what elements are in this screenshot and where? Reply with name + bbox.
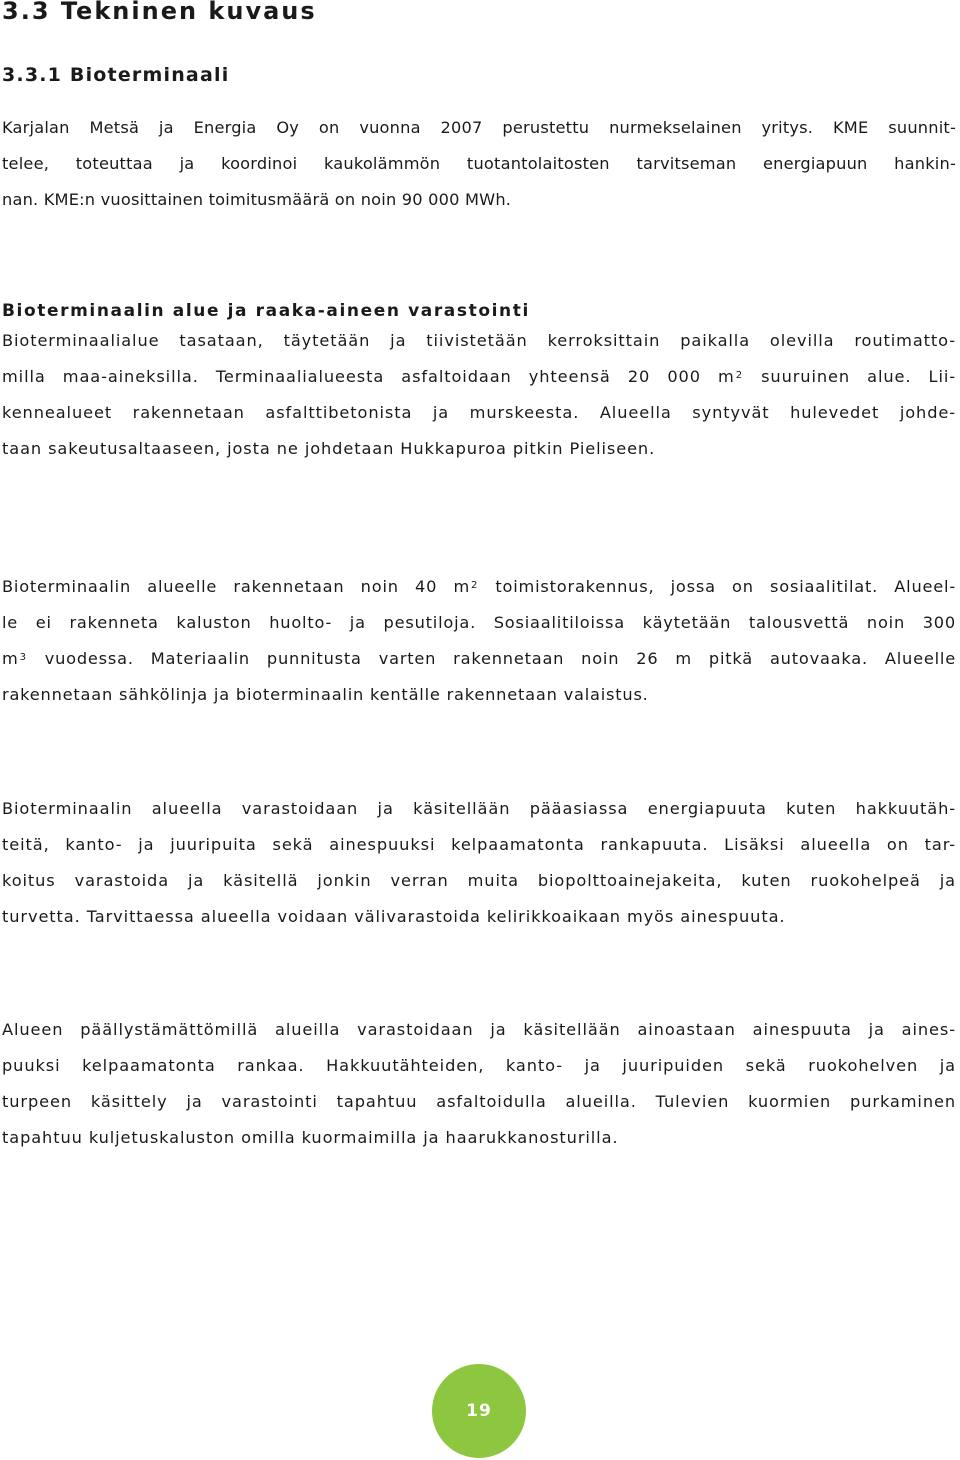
paragraph-line: turvetta. Tarvittaessa alueella voidaan välivarastoida kelirikkoaikaan myös ainespuuta. bbox=[2, 907, 786, 926]
text-fragment: milla maa-aineksilla. Terminaalialueesta asfaltoidaan yhteensä 20 000 m bbox=[2, 367, 735, 386]
storage-paragraph bbox=[2, 791, 956, 935]
paragraph-line: puuksi kelpaamatonta rankaa. Hakkuutähteiden, kanto- ja juuripuiden sekä ruokohelven ja bbox=[2, 1056, 956, 1075]
superscript: 3 bbox=[19, 652, 27, 663]
text-fragment: m bbox=[2, 649, 19, 668]
section-heading: 3.3 Tekninen kuvaus bbox=[2, 0, 317, 25]
text-fragment: Bioterminaalin alueelle rakennetaan noin 40 m bbox=[2, 577, 471, 596]
site-preparation-paragraph bbox=[2, 323, 956, 467]
paragraph-line: turpeen käsittely ja varastointi tapahtuu asfaltoidulla alueilla. Tulevien kuormien purkaminen bbox=[2, 1092, 956, 1111]
paragraph-line: kennealueet rakennetaan asfalttibetonista ja murskeesta. Alueella syntyvät hulevedet johde- bbox=[2, 403, 956, 422]
paragraph-line: teitä, kanto- ja juuripuita sekä ainespuuksi kelpaamatonta rankapuuta. Lisäksi alueella on tar- bbox=[2, 835, 956, 854]
paragraph-line: tapahtuu kuljetuskaluston omilla kuormaimilla ja haarukkanosturilla. bbox=[2, 1128, 619, 1147]
paragraph-line: le ei rakenneta kaluston huolto- ja pesutiloja. Sosiaalitiloissa käytetään talousvettä noin 300 bbox=[2, 613, 956, 632]
paragraph-line: Alueen päällystämättömillä alueilla varastoidaan ja käsitellään ainoastaan ainespuuta ja aines- bbox=[2, 1020, 956, 1039]
paragraph-line: Bioterminaalin alueella varastoidaan ja käsitellään pääasiassa energiapuuta kuten hakkuutäh- bbox=[2, 799, 956, 818]
topic-heading: Bioterminaalin alue ja raaka-aineen varastointi bbox=[2, 301, 530, 321]
buildings-paragraph bbox=[2, 569, 956, 713]
text-fragment: toimistorakennus, jossa on sosiaalitilat. Alueel- bbox=[479, 577, 956, 596]
paragraph-line bbox=[2, 569, 956, 605]
text-fragment: vuodessa. Materiaalin punnitusta varten rakennetaan noin 26 m pitkä autovaaka. Alueelle bbox=[27, 649, 956, 668]
paragraph-line: nan. KME:n vuosittainen toimitusmäärä on noin 90 000 MWh. bbox=[2, 190, 512, 209]
superscript: 2 bbox=[471, 580, 479, 591]
unpaved-areas-paragraph bbox=[2, 1012, 956, 1156]
paragraph-line: telee, toteuttaa ja koordinoi kaukolämmön tuotantolaitosten tarvitseman energiapuun hankin- bbox=[2, 154, 956, 173]
paragraph-line: Bioterminaalialue tasataan, täytetään ja tiivistetään kerroksittain paikalla olevilla routimatto- bbox=[2, 331, 956, 350]
paragraph-line: taan sakeutusaltaaseen, josta ne johdetaan Hukkapuroa pitkin Pieliseen. bbox=[2, 439, 656, 458]
paragraph-line: rakennetaan sähkölinja ja bioterminaalin kentälle rakennetaan valaistus. bbox=[2, 685, 649, 704]
paragraph-line bbox=[2, 359, 956, 395]
intro-paragraph bbox=[2, 110, 956, 218]
page-number: 19 bbox=[466, 1401, 492, 1421]
page-number-badge bbox=[432, 1364, 526, 1458]
paragraph-line: Karjalan Metsä ja Energia Oy on vuonna 2007 perustettu nurmekselainen yritys. KME suunnit- bbox=[2, 118, 956, 137]
paragraph-line: koitus varastoida ja käsitellä jonkin verran muita biopolttoainejakeita, kuten ruokohelpeä ja bbox=[2, 871, 956, 890]
subsection-heading: 3.3.1 Bioterminaali bbox=[2, 64, 230, 86]
superscript: 2 bbox=[735, 370, 743, 381]
text-fragment: suuruinen alue. Lii- bbox=[743, 367, 956, 386]
paragraph-line bbox=[2, 641, 956, 677]
